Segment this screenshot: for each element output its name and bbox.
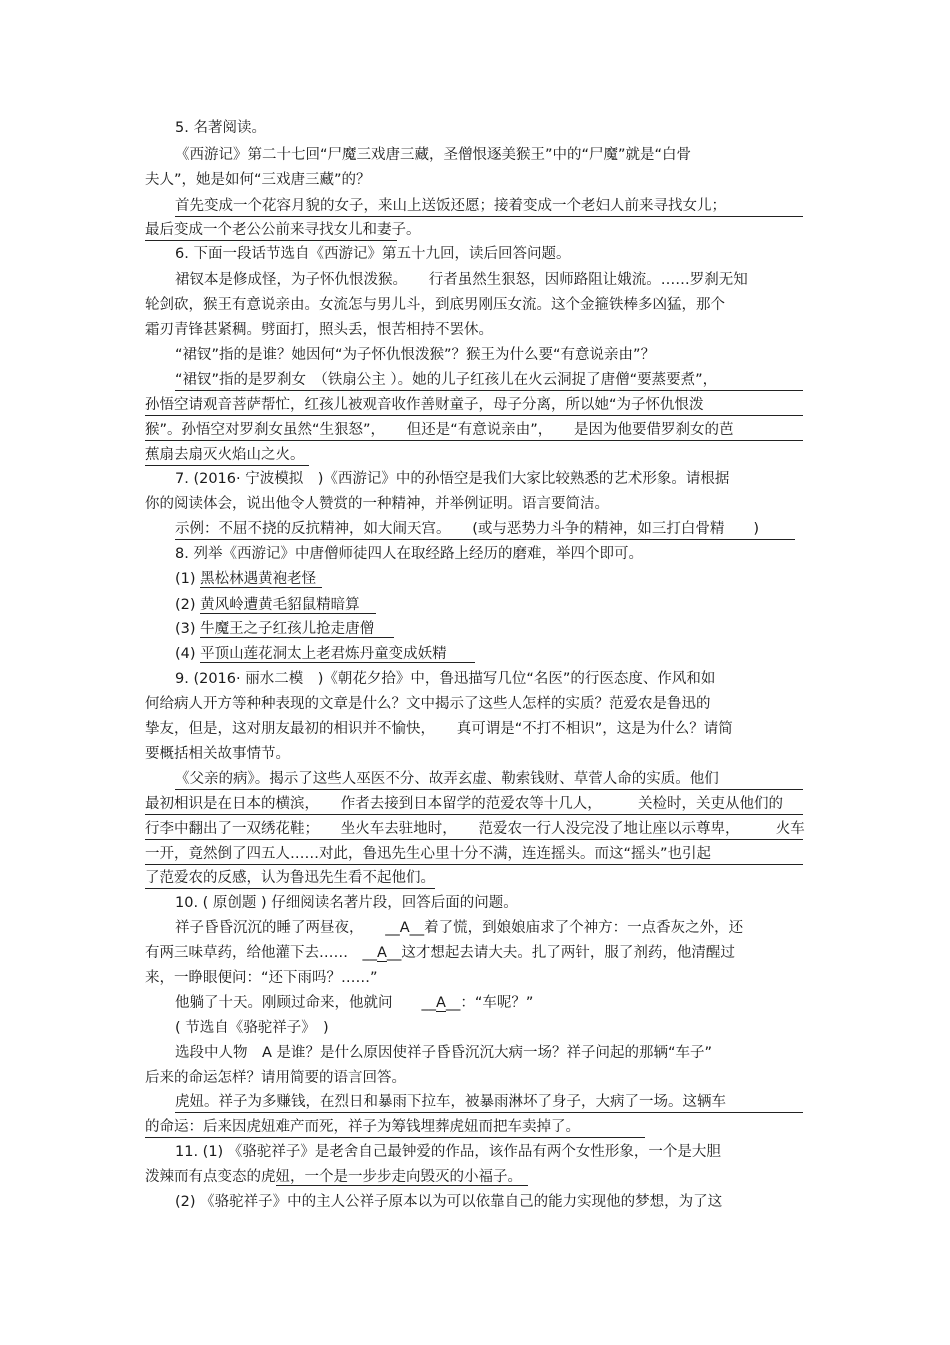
q5-answer-line: 首先变成一个花容月貌的女子，来山上送饭还愿；接着变成一个老妇人前来寻找女儿；	[175, 196, 803, 217]
q11-answer: 妞，一个是一步步走向毁灭的小福子。	[276, 1169, 529, 1186]
q8-item-number: (4)	[175, 646, 196, 662]
q10-question-line: 选段中人物 A 是谁？是什么原因使祥子昏昏沉沉大病一场？祥子问起的那辆“车子”	[175, 1045, 713, 1061]
q8-list-item	[175, 644, 475, 664]
q8-item-number: (2)	[175, 597, 196, 613]
q7-question-line: 你的阅读体会，说出他令人赞赏的一种精神，并举例证明。语言要简洁。	[145, 496, 609, 512]
q8-list-item	[175, 569, 322, 589]
q9-question-line: 要概括相关故事情节。	[145, 746, 290, 762]
q9-answer-line: 一开，竟然倒了四五人……对此，鲁迅先生心里十分不满，连连摇头。而这“摇头”也引起	[145, 844, 803, 865]
q8-item-answer: 黄风岭遭黄毛貂鼠精暗算	[200, 597, 376, 614]
q7-question-line: 7. (2016· 宁波模拟 )《西游记》中的孙悟空是我们大家比较熟悉的艺术形象。请根据	[175, 471, 730, 487]
q5-answer-line: 最后变成一个老公公前来寻找女儿和妻子。	[145, 220, 397, 241]
q5-question-line: 《西游记》第二十七回“尸魔三戏唐三藏，圣僧恨逐美猴王”中的“尸魔”就是“白骨	[175, 147, 692, 163]
q9-question-line: 9. (2016· 丽水二模 )《朝花夕拾》中，鲁迅描写几位“名医”的行医态度、作风和如	[175, 671, 716, 687]
q10-passage-line: 有两三味草药，给他灌下去…… __A__这才想起去请大夫。扎了两针，服了剂药，他清醒过	[145, 945, 735, 961]
q9-answer-line: 最初相识是在日本的横滨， 作者去接到日本留学的范爱农等十几人， 关检时，关吏从他们的	[145, 794, 803, 815]
q8-item-answer: 牛魔王之子红孩儿抢走唐僧	[200, 621, 394, 638]
q8-list-item	[175, 595, 376, 615]
q9-answer-line: 行李中翻出了一双绣花鞋； 坐火车去驻地时， 范爱农一行人没完没了地让座以示尊卑， 火车	[145, 819, 803, 840]
q6-question: “裙钗”指的是谁？她因何“为子怀仇恨泼猴”？猴王为什么要“有意说亲由”？	[175, 347, 656, 363]
q6-poem-line: 轮剑砍，猴王有意说亲由。女流怎与男儿斗，到底男刚压女流。这个金箍铁棒多凶猛，那个	[145, 297, 725, 313]
blank-a: __A__	[385, 920, 425, 936]
q11-line: 11. (1) 《骆驼祥子》是老舍自己最钟爱的作品，该作品有两个女性形象，一个是大胆	[175, 1144, 721, 1160]
q8-item-number: (1)	[175, 571, 196, 587]
q8-question: 8. 列举《西游记》中唐僧师徒四人在取经路上经历的磨难，举四个即可。	[175, 546, 643, 562]
q8-item-answer: 平顶山莲花洞太上老君炼丹童变成妖精	[200, 646, 475, 663]
q9-answer-line: 《父亲的病》。揭示了这些人巫医不分、故弄玄虚、勒索钱财、草菅人命的实质。他们	[175, 769, 803, 790]
q10-answer-line: 虎妞。祥子为多赚钱，在烈日和暴雨下拉车，被暴雨淋坏了身子，大病了一场。这辆车	[175, 1092, 803, 1113]
q6-poem-line: 霜刃青锋甚紧稠。劈面打，照头丢，恨苦相持不罢休。	[145, 322, 493, 338]
q6-answer-line: 孙悟空请观音菩萨帮忙，红孩儿被观音收作善财童子，母子分离，所以她“为子怀仇恨泼	[145, 395, 803, 416]
q6-title: 6. 下面一段话节选自《西游记》第五十九回，读后回答问题。	[175, 246, 571, 262]
q10-passage-line: 来，一睁眼便问：“还下雨吗？……”	[145, 970, 378, 986]
q10-passage-line: 他躺了十天。刚顾过命来，他就问 __A__：“车呢？”	[175, 995, 534, 1011]
q8-item-answer: 黑松林遇黄袍老怪	[200, 571, 322, 588]
q10-title: 10. ( 原创题 ) 仔细阅读名著片段，回答后面的问题。	[175, 895, 518, 911]
q6-answer-line: 猴”。孙悟空对罗刹女虽然“生狠怒”， 但还是“有意说亲由”， 是因为他要借罗刹女的芭	[145, 420, 803, 441]
q10-question-line: 后来的命运怎样？请用简要的语言回答。	[145, 1070, 406, 1086]
q9-question-line: 挚友，但是，这对朋友最初的相识并不愉快， 真可谓是“不打不相识”，这是为什么？请简	[145, 721, 733, 737]
q6-answer-line: 蕉扇去扇灭火焰山之火。	[145, 445, 309, 466]
q5-question-line: 夫人”，她是如何“三戏唐三藏”的？	[145, 172, 371, 188]
q10-source: ( 节选自《骆驼祥子》 )	[175, 1020, 329, 1036]
q10-passage-line: 祥子昏昏沉沉的睡了两昼夜， __A__着了慌，到娘娘庙求了个神方：一点香灰之外，还	[175, 920, 744, 936]
q8-item-number: (3)	[175, 621, 196, 637]
q5-title: 5. 名著阅读。	[175, 120, 266, 136]
blank-a: A	[436, 995, 446, 1011]
blank-a: A	[377, 945, 387, 961]
q8-list-item	[175, 619, 394, 639]
q7-answer-line: 示例：不屈不挠的反抗精神，如大闹天宫。 (或与恶势力斗争的精神，如三打白骨精 )	[175, 519, 795, 540]
q6-poem-line: 裙钗本是修成怪，为子怀仇恨泼猴。 行者虽然生狠怒，因师路阻让娥流。……罗刹无知	[175, 272, 748, 288]
q11-line: (2) 《骆驼祥子》中的主人公祥子原本以为可以依靠自己的能力实现他的梦想，为了这	[175, 1194, 723, 1210]
q11-line: 泼辣而有点变态的虎妞，一个是一步步走向毁灭的小福子。	[145, 1167, 528, 1187]
q9-question-line: 何给病人开方等种种表现的文章是什么？文中揭示了这些人怎样的实质？范爱农是鲁迅的	[145, 696, 711, 712]
q9-answer-line: 了范爱农的反感，认为鲁迅先生看不起他们。	[145, 868, 435, 889]
q10-answer-line: 的命运：后来因虎妞难产而死，祥子为筹钱埋葬虎妞而把车卖掉了。	[145, 1117, 645, 1138]
q6-answer-line: “裙钗”指的是罗刹女 （铁扇公主 ）。她的儿子红孩儿在火云洞捉了唐僧“要蒸要煮”，	[175, 370, 803, 391]
